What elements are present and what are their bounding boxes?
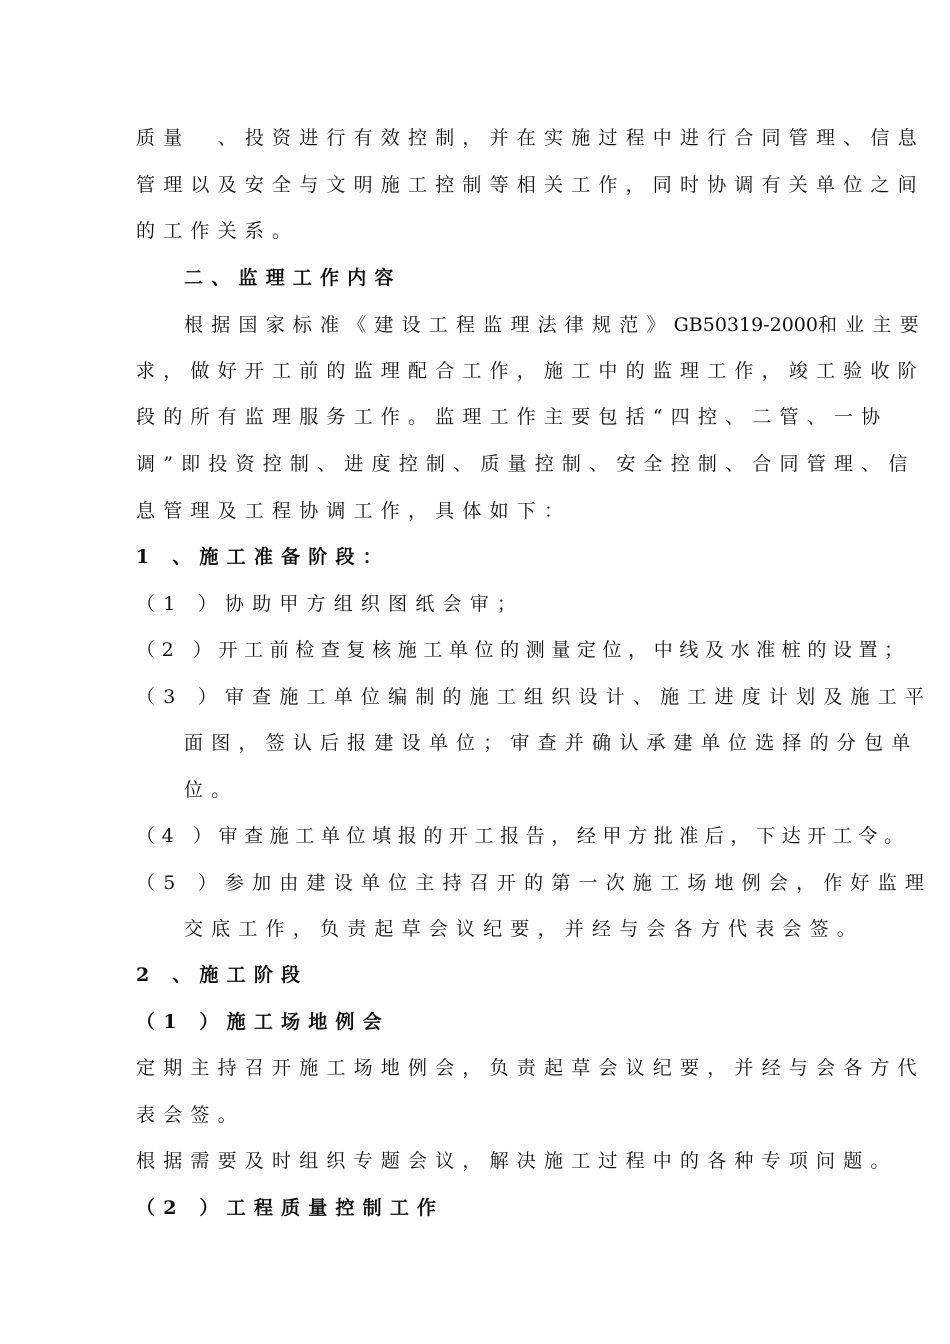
- list-item: （4 ）审查施工单位填报的开工报告，经甲方批准后，下达开工令。: [136, 825, 910, 847]
- list-item-continuation: 位。: [184, 779, 239, 801]
- list-item: （1 ）协助甲方组织图纸会审；: [136, 593, 525, 615]
- paragraph-line: 求，做好开工前的监理配合工作，施工中的监理工作，竣工验收阶: [136, 360, 925, 382]
- subsection-heading: 2 、施工阶段: [136, 964, 309, 986]
- subsection-heading: 1 、施工准备阶段：: [136, 546, 390, 568]
- item-heading: （1 ）施工场地例会: [136, 1011, 390, 1033]
- list-item-continuation: 面图，签认后报建设单位；审查并确认承建单位选择的分包单: [184, 732, 919, 754]
- paragraph-line: 根据需要及时组织专题会议，解决施工过程中的各种专项问题。: [136, 1150, 898, 1172]
- paragraph-text: 根据国家标准《建设工程监理法律规范》: [184, 314, 674, 336]
- list-item: （2 ）开工前检查复核施工单位的测量定位，中线及水准桩的设置；: [136, 639, 910, 661]
- item-heading: （2 ）工程质量控制工作: [136, 1197, 445, 1219]
- paragraph-line: 调”即投资控制、进度控制、质量控制、安全控制、合同管理、信: [136, 453, 916, 475]
- paragraph-line: 段的所有监理服务工作。监理工作主要包括“四控、二管、一协: [136, 406, 889, 428]
- paragraph-line: 定期主持召开施工场地例会，负责起草会议纪要，并经与会各方代: [136, 1057, 925, 1079]
- section-heading: 二、监理工作内容: [184, 267, 402, 289]
- paragraph-line: 管理以及安全与文明施工控制等相关工作，同时协调有关单位之间: [136, 174, 925, 196]
- list-item: （5 ）参加由建设单位主持召开的第一次施工场地例会，作好监理: [136, 872, 933, 894]
- list-item: （3 ）审查施工单位编制的施工组织设计、施工进度计划及施工平: [136, 686, 933, 708]
- list-item-continuation: 交底工作，负责起草会议纪要，并经与会各方代表会签。: [184, 918, 865, 940]
- paragraph-line: 的工作关系。: [136, 220, 300, 242]
- paragraph-line: 息管理及工程协调工作，具体如下：: [136, 500, 572, 522]
- paragraph-text: 和业主要: [817, 314, 927, 336]
- paragraph-line: 表会签。: [136, 1104, 245, 1126]
- standard-code: GB50319-2000: [673, 314, 818, 336]
- paragraph-line: [184, 310, 927, 340]
- paragraph-line: 质量 、投资进行有效控制，并在实施过程中进行合同管理、信息: [136, 127, 925, 149]
